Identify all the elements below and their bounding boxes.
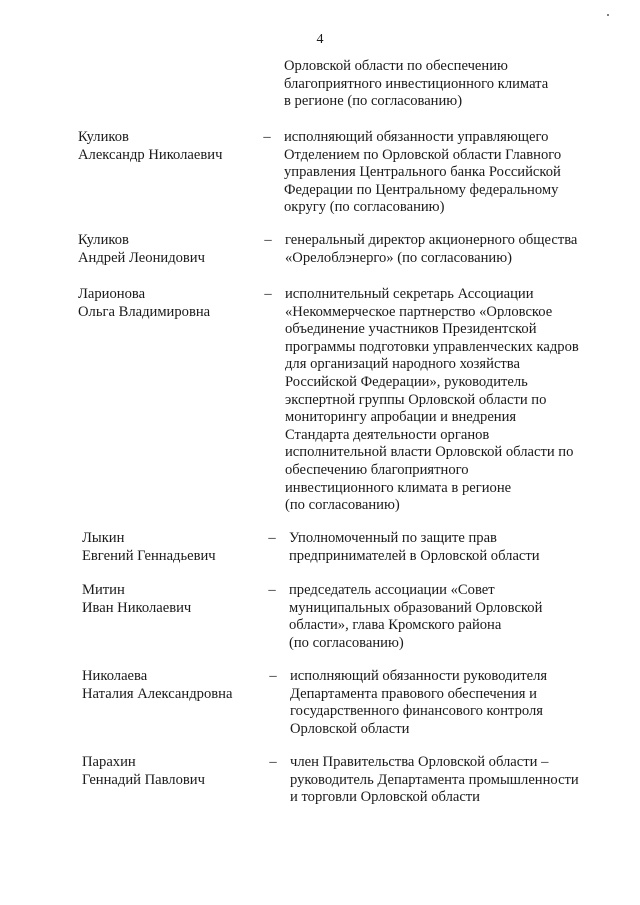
member-name: Куликов Андрей Леонидович: [78, 232, 205, 266]
member-name: Ларионова Ольга Владимировна: [78, 286, 211, 320]
separator-dash: –: [264, 286, 272, 302]
member-name: Лыкин Евгений Геннадьевич: [82, 530, 216, 564]
separator-dash: –: [264, 232, 272, 248]
member-description: исполняющий обязанности руководителя Департамента правового обеспечения и государственного финансового контроля Орловской области: [290, 668, 548, 737]
member-name: Николаева Наталия Александровна: [82, 668, 233, 702]
separator-dash: –: [269, 668, 277, 684]
separator-dash: –: [268, 530, 276, 546]
member-name: Митин Иван Николаевич: [82, 582, 192, 616]
separator-dash: –: [269, 754, 277, 770]
member-description: исполняющий обязанности управляющего Отделением по Орловской области Главного управления Центрального банка Российской Федерации по Центральному федеральному округу (по согласованию): [284, 129, 562, 216]
member-description: генеральный директор акционерного общества «Орелоблэнерго» (по согласованию): [285, 232, 578, 266]
page-number: 4: [316, 32, 324, 47]
separator-dash: –: [268, 582, 276, 598]
member-description: председатель ассоциации «Совет муниципальных образований Орловской области», глава Кромского района (по согласованию): [289, 582, 543, 651]
separator-dash: –: [263, 129, 271, 145]
member-description: Уполномоченный по защите прав предпринимателей в Орловской области: [289, 530, 540, 564]
continued-description: Орловской области по обеспечению благоприятного инвестиционного климата в регионе (по согласованию): [284, 58, 549, 110]
member-name: Парахин Геннадий Павлович: [82, 754, 205, 788]
scan-speck: [607, 14, 609, 16]
member-name: Куликов Александр Николаевич: [78, 129, 223, 163]
member-description: член Правительства Орловской области – руководитель Департамента промышленности и торговли Орловской области: [290, 754, 579, 806]
member-description: исполнительный секретарь Ассоциации «Некоммерческое партнерство «Орловское объединение участников Президентской программы подготовки управленческих кадров для организаций народного хозяйства Российской Федерации», руководитель экспертной группы Орловской области по мониторингу апробации и внедрения Стандарта деятельности органов исполнительной власти Орловской области по обеспечению благоприятного инвестиционного климата в регионе (по согласованию): [285, 286, 579, 514]
